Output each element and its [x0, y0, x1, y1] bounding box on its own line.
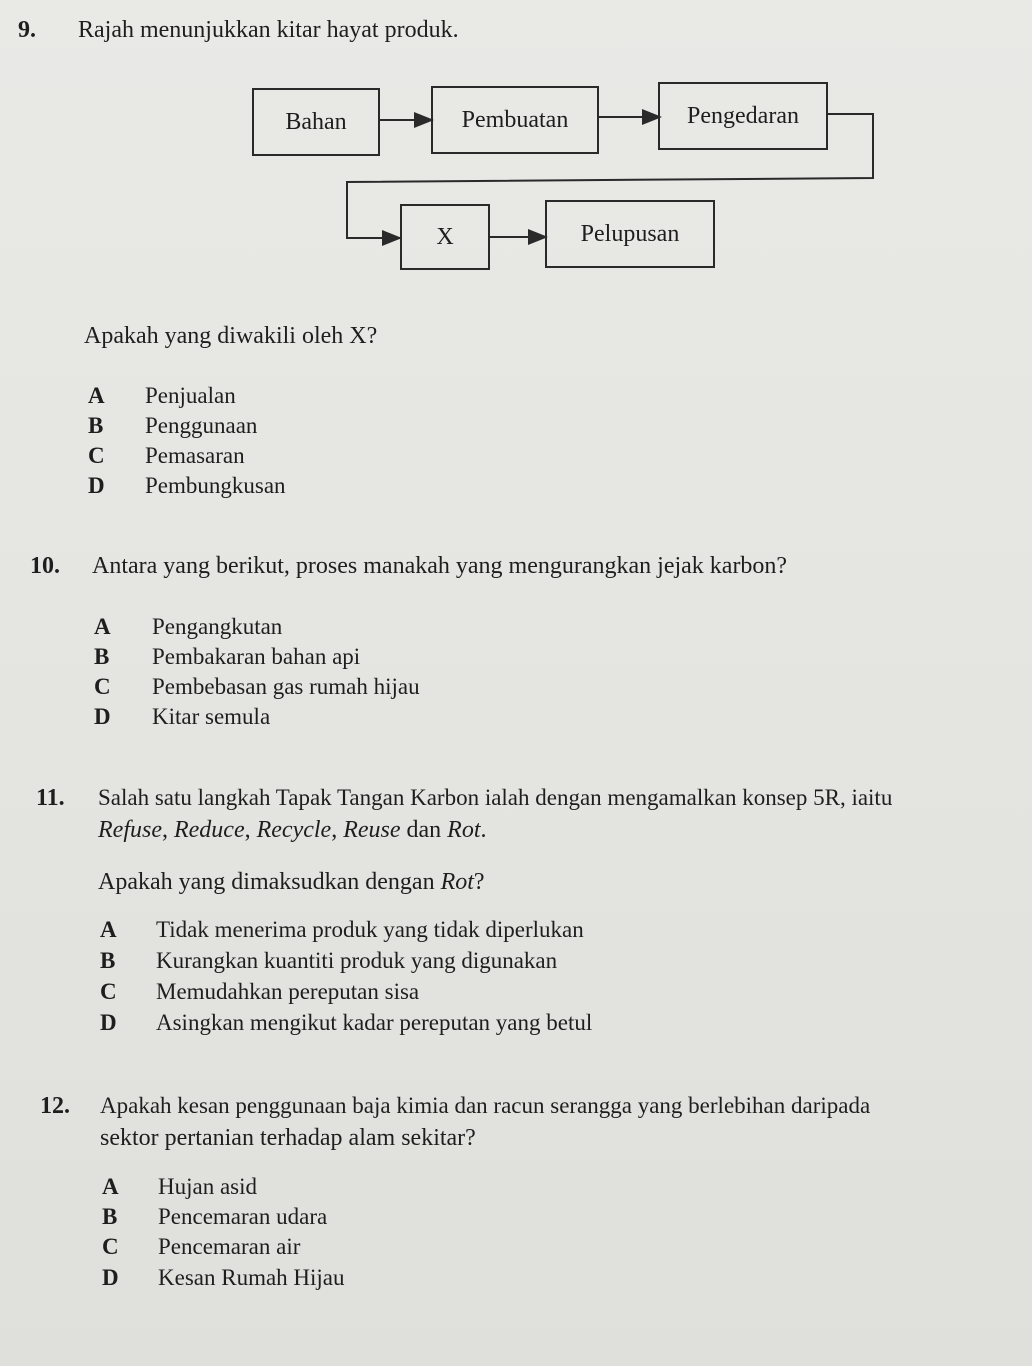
term-rot: Rot: [447, 817, 481, 843]
q9-number: 9.: [18, 17, 36, 43]
q11-option-c-letter[interactable]: C: [100, 979, 117, 1004]
q12-option-d-letter[interactable]: D: [102, 1265, 119, 1290]
q11-option-a-text[interactable]: Tidak menerima produk yang tidak diperlukan: [156, 917, 584, 942]
q9-prompt: Apakah yang diwakili oleh X?: [84, 323, 378, 349]
q12-option-c-text[interactable]: Pencemaran air: [158, 1234, 301, 1259]
q9-option-a-letter[interactable]: A: [88, 383, 105, 408]
box-pengedaran: Pengedaran: [658, 82, 828, 150]
q12-option-a-text[interactable]: Hujan asid: [158, 1174, 258, 1199]
q9-option-b-text[interactable]: Penggunaan: [145, 413, 258, 438]
q10-option-c-text[interactable]: Pembebasan gas rumah hijau: [152, 674, 420, 699]
q10-option-c-letter[interactable]: C: [94, 674, 111, 699]
q12-number: 12.: [40, 1093, 70, 1119]
term-refuse: Refuse: [98, 817, 162, 843]
q9-option-b-letter[interactable]: B: [88, 413, 104, 438]
q11-option-a-letter[interactable]: A: [100, 917, 117, 942]
term-reuse: Reuse: [343, 817, 401, 843]
q12-option-b-text[interactable]: Pencemaran udara: [158, 1204, 328, 1229]
q10-option-b-letter[interactable]: B: [94, 644, 110, 669]
term-reduce: Reduce: [173, 817, 245, 843]
box-x: X: [400, 204, 490, 270]
q11-option-b-letter[interactable]: B: [100, 948, 116, 973]
q12-option-a-letter[interactable]: A: [102, 1174, 119, 1199]
q9-option-d-text[interactable]: Pembungkusan: [145, 473, 286, 498]
q9-option-c-letter[interactable]: C: [88, 443, 105, 468]
q12-question-line1: Apakah kesan penggunaan baja kimia dan racun serangga yang berlebihan daripada: [100, 1093, 871, 1118]
q10-option-a-text[interactable]: Pengangkutan: [152, 614, 283, 639]
q10-option-d-text[interactable]: Kitar semula: [152, 704, 271, 729]
q9-question: Rajah menunjukkan kitar hayat produk.: [78, 17, 459, 43]
q11-question-line1: Salah satu langkah Tapak Tangan Karbon ialah dengan mengamalkan konsep 5R, iaitu: [98, 785, 893, 810]
q11-option-d-text[interactable]: Asingkan mengikut kadar pereputan yang betul: [156, 1010, 593, 1035]
q11-option-b-text[interactable]: Kurangkan kuantiti produk yang digunakan: [156, 948, 558, 973]
q12-option-b-letter[interactable]: B: [102, 1204, 118, 1229]
q11-question-line2: Refuse, Reduce, Recycle, Reuse dan Rot.: [98, 817, 487, 843]
q9-option-d-letter[interactable]: D: [88, 473, 105, 498]
q12-option-d-text[interactable]: Kesan Rumah Hijau: [158, 1265, 345, 1290]
q12-option-c-letter[interactable]: C: [102, 1234, 119, 1259]
box-pembuatan: Pembuatan: [431, 86, 599, 154]
q10-option-d-letter[interactable]: D: [94, 704, 111, 729]
q9-option-c-text[interactable]: Pemasaran: [145, 443, 245, 468]
q11-number: 11.: [36, 785, 65, 811]
term-recycle: Recycle: [256, 817, 332, 843]
q11-option-c-text[interactable]: Memudahkan pereputan sisa: [156, 979, 420, 1004]
q10-option-a-letter[interactable]: A: [94, 614, 111, 639]
q11-option-d-letter[interactable]: D: [100, 1010, 117, 1035]
q12-question-line2: sektor pertanian terhadap alam sekitar?: [100, 1125, 476, 1151]
box-bahan: Bahan: [252, 88, 380, 156]
q10-question: Antara yang berikut, proses manakah yang mengurangkan jejak karbon?: [92, 553, 788, 579]
q10-option-b-text[interactable]: Pembakaran bahan api: [152, 644, 361, 669]
q11-prompt: Apakah yang dimaksudkan dengan Rot?: [98, 869, 485, 895]
q9-option-a-text[interactable]: Penjualan: [145, 383, 236, 408]
box-pelupusan: Pelupusan: [545, 200, 715, 268]
q10-number: 10.: [30, 553, 60, 579]
